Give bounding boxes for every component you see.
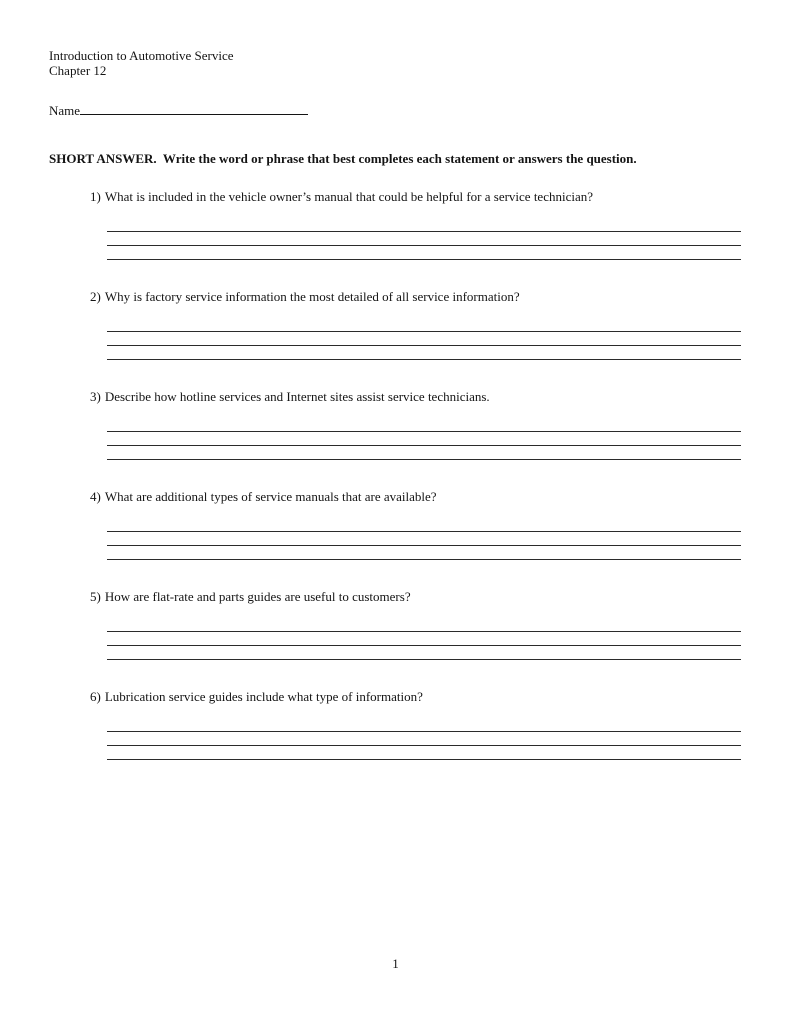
answer-line — [107, 232, 741, 246]
question-block — [90, 289, 741, 360]
question-number: 5) — [90, 589, 101, 604]
question-body: What are additional types of service manuals that are available? — [104, 489, 437, 504]
name-blank-line — [80, 101, 308, 115]
question-text — [90, 389, 741, 404]
question-number: 2) — [90, 289, 101, 304]
answer-line — [107, 318, 741, 332]
answer-lines — [90, 218, 741, 260]
question-text — [90, 489, 741, 504]
question-block — [90, 589, 741, 660]
page-number: 1 — [392, 956, 399, 971]
question-body: Lubrication service guides include what type of information? — [104, 689, 423, 704]
answer-line — [107, 646, 741, 660]
answer-line — [107, 546, 741, 560]
question-block — [90, 689, 741, 760]
answer-lines — [90, 618, 741, 660]
question-body: How are flat-rate and parts guides are useful to customers? — [104, 589, 411, 604]
question-block — [90, 189, 741, 260]
question-text — [90, 289, 741, 304]
answer-line — [107, 532, 741, 546]
answer-line — [107, 332, 741, 346]
chapter-title: Chapter 12 — [49, 63, 107, 78]
question-body: Describe how hotline services and Internet sites assist service technicians. — [104, 389, 490, 404]
question-body: Why is factory service information the most detailed of all service information? — [104, 289, 520, 304]
answer-line — [107, 418, 741, 432]
answer-line — [107, 618, 741, 632]
answer-line — [107, 446, 741, 460]
answer-line — [107, 746, 741, 760]
question-block — [90, 389, 741, 460]
answer-lines — [90, 418, 741, 460]
question-text — [90, 189, 741, 204]
questions-list — [49, 189, 741, 760]
answer-line — [107, 718, 741, 732]
course-title: Introduction to Automotive Service — [49, 48, 234, 63]
question-number: 3) — [90, 389, 101, 404]
answer-line — [107, 732, 741, 746]
question-block — [90, 489, 741, 560]
question-text — [90, 589, 741, 604]
question-number: 1) — [90, 189, 101, 204]
question-text — [90, 689, 741, 704]
question-number: 4) — [90, 489, 101, 504]
name-label: Name — [49, 103, 81, 118]
answer-lines — [90, 718, 741, 760]
answer-line — [107, 346, 741, 360]
instructions-text: SHORT ANSWER. Write the word or phrase that best completes each statement or answers the question. — [49, 151, 637, 166]
question-body: What is included in the vehicle owner’s manual that could be helpful for a service technician? — [104, 189, 594, 204]
question-number: 6) — [90, 689, 101, 704]
document-header — [49, 48, 741, 78]
answer-line — [107, 432, 741, 446]
answer-line — [107, 246, 741, 260]
answer-line — [107, 518, 741, 532]
answer-lines — [90, 318, 741, 360]
answer-lines — [90, 518, 741, 560]
answer-line — [107, 632, 741, 646]
name-row — [49, 101, 741, 118]
answer-line — [107, 218, 741, 232]
